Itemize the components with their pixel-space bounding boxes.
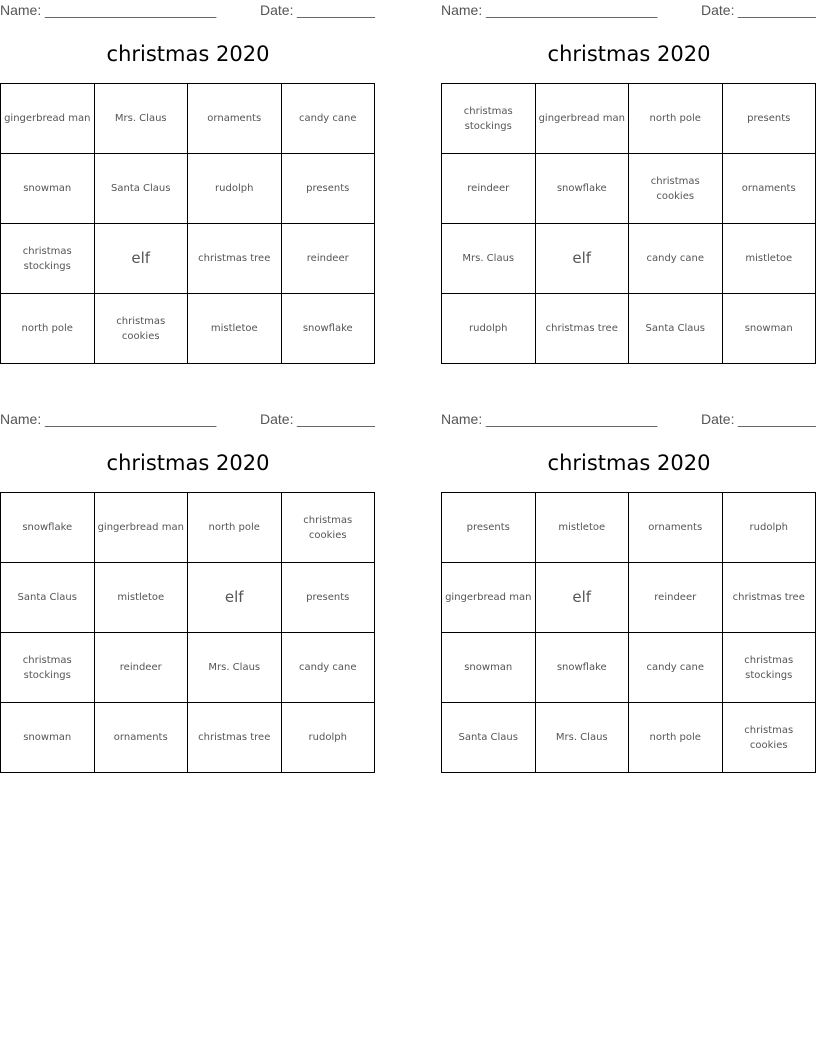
grid-cell: snowflake: [535, 154, 629, 224]
date-line: __________: [738, 2, 816, 18]
grid-row: [1, 563, 375, 633]
grid-cell: gingerbread man: [442, 563, 536, 633]
card-title: christmas 2020: [106, 42, 270, 66]
free-space-cell: elf: [188, 563, 282, 633]
grid-cell: snowflake: [281, 294, 375, 364]
bingo-grid: [441, 492, 816, 773]
grid-row: [442, 154, 816, 224]
grid-cell: snowman: [442, 633, 536, 703]
date-line: __________: [297, 411, 375, 427]
grid-row: [442, 563, 816, 633]
grid-cell: Santa Claus: [442, 703, 536, 773]
grid-cell: gingerbread man: [535, 84, 629, 154]
grid-cell: reindeer: [94, 633, 188, 703]
grid-cell: Santa Claus: [94, 154, 188, 224]
free-space-cell: elf: [94, 224, 188, 294]
grid-row: [442, 294, 816, 364]
grid-row: [1, 224, 375, 294]
grid-cell: christmas stockings: [442, 84, 536, 154]
grid-cell: north pole: [629, 84, 723, 154]
grid-cell: snowman: [1, 703, 95, 773]
card-title: christmas 2020: [547, 451, 711, 475]
grid-row: [442, 633, 816, 703]
grid-cell: rudolph: [281, 703, 375, 773]
grid-cell: north pole: [188, 493, 282, 563]
grid-cell: candy cane: [629, 633, 723, 703]
grid-cell: reindeer: [281, 224, 375, 294]
grid-row: [1, 703, 375, 773]
free-space-cell: elf: [535, 224, 629, 294]
grid-cell: gingerbread man: [1, 84, 95, 154]
grid-cell: rudolph: [442, 294, 536, 364]
bingo-card: [0, 409, 376, 789]
grid-cell: candy cane: [629, 224, 723, 294]
grid-cell: candy cane: [281, 84, 375, 154]
date-label: Date:: [260, 411, 294, 427]
grid-row: [1, 154, 375, 224]
grid-cell: Santa Claus: [1, 563, 95, 633]
grid-cell: candy cane: [281, 633, 375, 703]
grid-cell: reindeer: [442, 154, 536, 224]
grid-cell: mistletoe: [94, 563, 188, 633]
grid-cell: mistletoe: [722, 224, 816, 294]
date-line: __________: [297, 2, 375, 18]
grid-cell: ornaments: [629, 493, 723, 563]
grid-cell: christmas tree: [188, 703, 282, 773]
grid-cell: Mrs. Claus: [188, 633, 282, 703]
bingo-grid: [441, 83, 816, 364]
grid-row: [1, 294, 375, 364]
name-label: Name:: [441, 411, 483, 427]
name-line: ______________________: [45, 411, 217, 427]
grid-cell: christmas tree: [188, 224, 282, 294]
name-label: Name:: [0, 411, 42, 427]
name-label: Name:: [441, 2, 483, 18]
grid-cell: presents: [722, 84, 816, 154]
grid-cell: snowflake: [535, 633, 629, 703]
card-header: [0, 411, 376, 429]
grid-cell: gingerbread man: [94, 493, 188, 563]
grid-cell: christmas cookies: [629, 154, 723, 224]
date-label: Date:: [701, 411, 735, 427]
grid-cell: christmas stockings: [1, 224, 95, 294]
grid-cell: north pole: [1, 294, 95, 364]
bingo-grid: [0, 492, 375, 773]
bingo-grid: [0, 83, 375, 364]
grid-cell: ornaments: [722, 154, 816, 224]
grid-row: [442, 224, 816, 294]
grid-cell: christmas tree: [535, 294, 629, 364]
grid-row: [442, 703, 816, 773]
grid-cell: christmas cookies: [94, 294, 188, 364]
grid-row: [1, 633, 375, 703]
grid-cell: north pole: [629, 703, 723, 773]
bingo-card: [441, 409, 816, 789]
date-label: Date:: [701, 2, 735, 18]
grid-cell: mistletoe: [535, 493, 629, 563]
grid-cell: christmas cookies: [722, 703, 816, 773]
grid-cell: presents: [442, 493, 536, 563]
grid-row: [442, 493, 816, 563]
grid-cell: mistletoe: [188, 294, 282, 364]
grid-cell: presents: [281, 154, 375, 224]
grid-cell: christmas tree: [722, 563, 816, 633]
card-header: [0, 2, 376, 20]
name-line: ______________________: [486, 2, 658, 18]
bingo-card: [0, 0, 376, 380]
grid-row: [1, 84, 375, 154]
grid-cell: presents: [281, 563, 375, 633]
grid-cell: Mrs. Claus: [535, 703, 629, 773]
date-line: __________: [738, 411, 816, 427]
name-line: ______________________: [45, 2, 217, 18]
bingo-card: [441, 0, 816, 380]
grid-cell: rudolph: [722, 493, 816, 563]
grid-row: [1, 493, 375, 563]
grid-cell: christmas stockings: [722, 633, 816, 703]
grid-cell: ornaments: [188, 84, 282, 154]
grid-cell: snowman: [722, 294, 816, 364]
card-title: christmas 2020: [547, 42, 711, 66]
grid-cell: Mrs. Claus: [94, 84, 188, 154]
card-header: [441, 2, 816, 20]
grid-cell: rudolph: [188, 154, 282, 224]
name-label: Name:: [0, 2, 42, 18]
name-line: ______________________: [486, 411, 658, 427]
grid-cell: christmas stockings: [1, 633, 95, 703]
date-label: Date:: [260, 2, 294, 18]
grid-cell: Mrs. Claus: [442, 224, 536, 294]
grid-cell: reindeer: [629, 563, 723, 633]
grid-cell: snowman: [1, 154, 95, 224]
grid-cell: Santa Claus: [629, 294, 723, 364]
grid-cell: ornaments: [94, 703, 188, 773]
card-header: [441, 411, 816, 429]
grid-cell: christmas cookies: [281, 493, 375, 563]
grid-row: [442, 84, 816, 154]
card-title: christmas 2020: [106, 451, 270, 475]
grid-cell: snowflake: [1, 493, 95, 563]
free-space-cell: elf: [535, 563, 629, 633]
